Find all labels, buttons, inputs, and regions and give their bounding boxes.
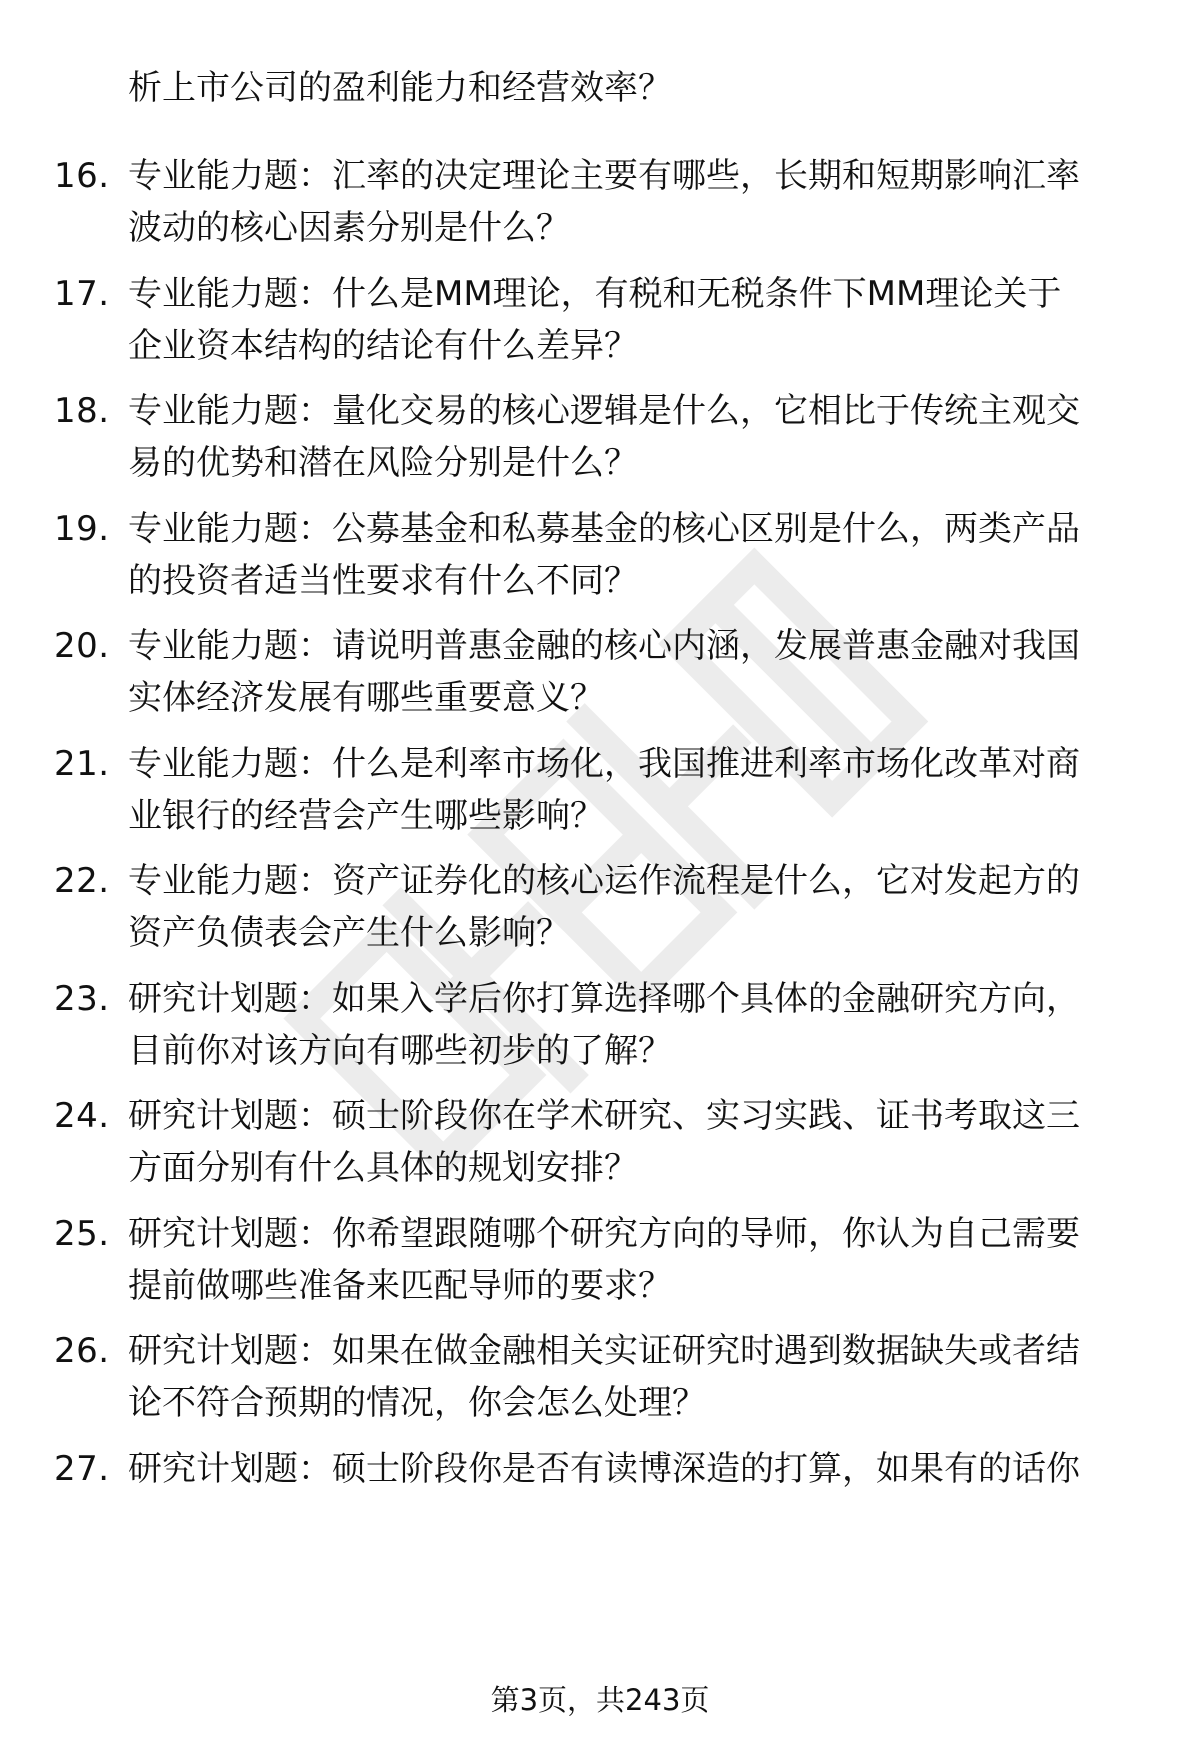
question-text bbox=[128, 973, 1138, 1077]
question-text bbox=[128, 1325, 1138, 1429]
question-item bbox=[0, 855, 1200, 965]
text-line: 专业能力题：什么是MM理论，有税和无税条件下MM理论关于 bbox=[128, 274, 1062, 314]
text-line: 易的优势和潜在风险分别是什么？ bbox=[128, 443, 638, 483]
question-text bbox=[128, 1443, 1138, 1495]
question-number: 19. bbox=[54, 509, 110, 549]
text-line: 专业能力题：汇率的决定理论主要有哪些，长期和短期影响汇率 bbox=[128, 156, 1080, 196]
question-number: 16. bbox=[54, 156, 110, 196]
text-line: 业银行的经营会产生哪些影响？ bbox=[128, 796, 604, 836]
text-line: 专业能力题：请说明普惠金融的核心内涵，发展普惠金融对我国 bbox=[128, 626, 1080, 666]
question-text bbox=[128, 268, 1138, 372]
question-item bbox=[0, 1325, 1200, 1435]
question-number: 21. bbox=[54, 744, 110, 784]
text-line: 研究计划题：硕士阶段你在学术研究、实习实践、证书考取这三 bbox=[128, 1096, 1080, 1136]
question-item bbox=[0, 1443, 1200, 1553]
text-line: 目前你对该方向有哪些初步的了解？ bbox=[128, 1031, 672, 1071]
question-item bbox=[0, 268, 1200, 378]
page-footer: 第3页，共243页 bbox=[490, 1683, 710, 1717]
question-number: 20. bbox=[54, 626, 110, 666]
text-line: 资产负债表会产生什么影响？ bbox=[128, 913, 570, 953]
question-item bbox=[0, 1208, 1200, 1318]
text-line: 实体经济发展有哪些重要意义？ bbox=[128, 678, 604, 718]
question-item bbox=[0, 503, 1200, 613]
question-number: 22. bbox=[54, 861, 110, 901]
text-line: 专业能力题：量化交易的核心逻辑是什么，它相比于传统主观交 bbox=[128, 391, 1080, 431]
text-line: 专业能力题：资产证券化的核心运作流程是什么，它对发起方的 bbox=[128, 861, 1080, 901]
text-line: 研究计划题：硕士阶段你是否有读博深造的打算，如果有的话你 bbox=[128, 1449, 1080, 1489]
question-text bbox=[128, 620, 1138, 724]
question-number: 27. bbox=[54, 1449, 110, 1489]
question-number: 26. bbox=[54, 1331, 110, 1371]
question-text bbox=[128, 150, 1138, 254]
question-number: 25. bbox=[54, 1214, 110, 1254]
question-item bbox=[0, 1090, 1200, 1200]
question-text bbox=[128, 1090, 1138, 1194]
text-line: 的投资者适当性要求有什么不同？ bbox=[128, 561, 638, 601]
text-line: 研究计划题：如果入学后你打算选择哪个具体的金融研究方向， bbox=[128, 979, 1080, 1019]
question-text bbox=[128, 385, 1138, 489]
question-text bbox=[128, 503, 1138, 607]
text-line: 专业能力题：什么是利率市场化，我国推进利率市场化改革对商 bbox=[128, 744, 1080, 784]
question-item bbox=[0, 973, 1200, 1083]
question-number: 24. bbox=[54, 1096, 110, 1136]
text-line: 研究计划题：如果在做金融相关实证研究时遇到数据缺失或者结 bbox=[128, 1331, 1080, 1371]
question-text bbox=[128, 855, 1138, 959]
text-line: 论不符合预期的情况，你会怎么处理？ bbox=[128, 1383, 706, 1423]
question-item bbox=[0, 738, 1200, 848]
question-text bbox=[128, 1208, 1138, 1312]
question-item bbox=[0, 150, 1200, 260]
question-number: 18. bbox=[54, 391, 110, 431]
text-line: 企业资本结构的结论有什么差异？ bbox=[128, 326, 638, 366]
text-line: 波动的核心因素分别是什么？ bbox=[128, 208, 570, 248]
question-text bbox=[128, 738, 1138, 842]
question-item bbox=[0, 385, 1200, 495]
text-line: 专业能力题：公募基金和私募基金的核心区别是什么，两类产品 bbox=[128, 509, 1080, 549]
text-line: 提前做哪些准备来匹配导师的要求？ bbox=[128, 1266, 672, 1306]
question-number: 17. bbox=[54, 274, 110, 314]
text-line: 方面分别有什么具体的规划安排？ bbox=[128, 1148, 638, 1188]
question-item bbox=[0, 620, 1200, 730]
continuation-text bbox=[128, 62, 1138, 114]
text-line: 析上市公司的盈利能力和经营效率？ bbox=[128, 68, 672, 108]
text-line: 研究计划题：你希望跟随哪个研究方向的导师，你认为自己需要 bbox=[128, 1214, 1080, 1254]
question-number: 23. bbox=[54, 979, 110, 1019]
